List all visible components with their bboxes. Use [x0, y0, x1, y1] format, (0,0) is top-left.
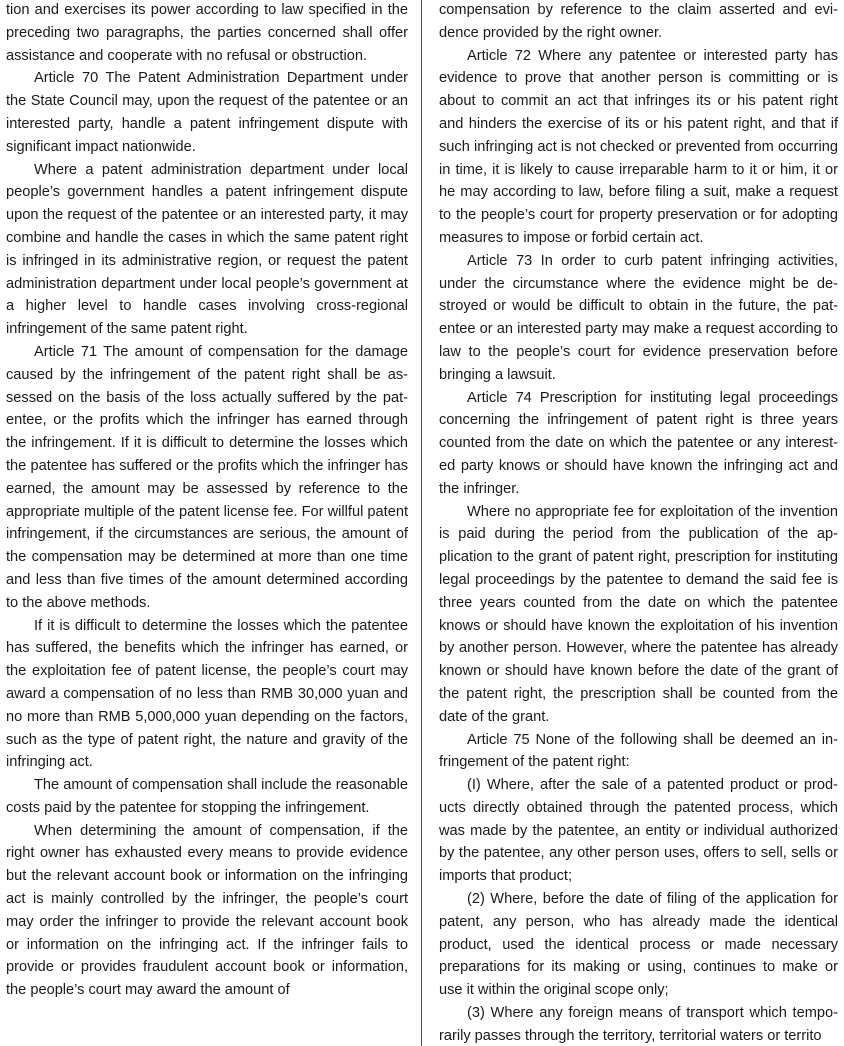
paragraph — [439, 774, 838, 888]
article-number: Article 75 — [467, 731, 530, 748]
paragraph-text: tion and exercises its power according to law specified in the preceding two paragraphs, the parties concerned shall offer assistance and cooperate with no refusal or obstruction. — [6, 2, 408, 64]
paragraph-text: compensation by reference to the claim asserted and evidence provided by the right owner. — [439, 2, 838, 41]
paragraph — [439, 1002, 838, 1046]
paragraph-text: Where any patentee or interested party has evidence to prove that another person is committing or is about to commit an act that infringes its or his patent right and hinders the exercise of its or his patent right, and that if such infringing act is not checked or prevented from occurring in time, it is likely to cause irreparable harm to it or him, it or he may according to law, before filing a suit, make a request to the people’s court for property preservation or for adopting measures to impose or forbid certain act. — [439, 47, 838, 246]
article-number: Article 72 — [467, 47, 532, 64]
paragraph-text: (2) Where, before the date of filing of the application for patent, any person, who has already made the identical product, used the identical process or made necessary preparations for its making or using, continues to make or use it within the original scope only; — [439, 891, 838, 999]
article-number: Article 74 — [467, 389, 532, 406]
paragraph — [439, 387, 838, 501]
paragraph — [439, 729, 838, 775]
paragraph-text: None of the following shall be deemed an infringement of the patent right: — [439, 731, 838, 771]
column-divider — [421, 0, 422, 1046]
paragraph — [439, 888, 838, 1002]
paragraph — [6, 0, 408, 67]
article-number: Article 71 — [34, 343, 98, 360]
paragraph-text: When determining the amount of compensation, if the right owner has exhausted every means to provide evidence but the relevant account book or information on the infringing act is mainly controlled by the infringer, the people’s court may order the infringer to provide the relevant account book or information on the infringing act. If the infringer fails to provide or provides fraudulent account book or information, the people’s court may award the amount of — [6, 822, 408, 999]
paragraph-text: Prescription for instituting legal proceedings concerning the infringement of patent right is three years counted from the date on which the patentee or any interested party knows or should have known the infringing act and the infringer. — [439, 389, 838, 497]
left-column — [6, 0, 408, 1046]
article-number: Article 70 — [34, 70, 99, 87]
paragraph — [439, 45, 838, 250]
paragraph-text: Where no appropriate fee for exploitation of the invention is paid during the period from the publication of the application to the grant of patent right, prescription for instituting legal proceedings by the patentee to demand the said fee is three years counted from the date on which the patentee knows or should have known the exploitation of his invention by another person. However, where the patentee has already known or should have known before the date of the grant of the patent right, the prescription shall be counted from the date of the grant. — [439, 503, 838, 725]
paragraph-text: In order to curb patent infringing activities, under the circumstance where the evidence might be destroyed or would be difficult to obtain in the future, the patentee or an interested party may make a request according to law to the people’s court for evidence preservation before bringing a lawsuit. — [439, 252, 838, 383]
paragraph — [439, 0, 838, 45]
paragraph-text: The Patent Administration Department under the State Council may, upon the request of the patentee or an interested party, handle a patent infringement dispute with significant impact nationwide. — [6, 70, 408, 155]
paragraph — [6, 615, 408, 775]
paragraph-text: The amount of compensation for the damage caused by the infringement of the patent right shall be assessed on the basis of the loss actually suffered by the patentee, or the profits which the infringer has earned through the infringement. If it is difficult to determine the losses which the patentee has suffered or the profits which the infringer has earned, the amount may be assessed by reference to the appropriate multiple of the patent license fee. For willful patent infringement, if the circumstances are serious, the amount of the compensation may be determined at more than one time and less than five times of the amount determined according to the above methods. — [6, 343, 408, 611]
paragraph-text: (I) Where, after the sale of a patented product or products directly obtained through the patented process, which was made by the patentee, an entity or individual authorized by the patentee, any other person uses, offers to sell, sells or imports that product; — [439, 777, 838, 885]
paragraph — [6, 774, 408, 820]
paragraph — [6, 341, 408, 615]
paragraph — [439, 250, 838, 387]
article-number: Article 73 — [467, 252, 533, 269]
paragraph-text: Where a patent administration department under local people’s government handles a patent infringement dispute upon the request of the patentee or an interested party, it may combine and handle the cases in which the same patent right is infringed in its administrative region, or request the patent administration department under local people’s government at a higher level to handle cases involving cross-regional infringement of the same patent right. — [6, 161, 408, 338]
paragraph-text: If it is difficult to determine the losses which the patentee has suffered, the benefits which the infringer has earned, or the exploitation fee of patent license, the people’s court may award a compensation of no less than RMB 30,000 yuan and no more than RMB 5,000,000 yuan depending on the factors, such as the type of patent right, the nature and gravity of the infringing act. — [6, 617, 408, 771]
paragraph — [439, 501, 838, 729]
right-column — [439, 0, 838, 1046]
paragraph — [6, 67, 408, 158]
paragraph — [6, 159, 408, 341]
paragraph — [6, 820, 408, 1002]
paragraph-text: (3) Where any foreign means of transport which temporarily passes through the territory, territorial waters or territo — [439, 1005, 838, 1044]
paragraph-text: The amount of compensation shall include the reasonable costs paid by the patentee for stopping the infringement. — [6, 777, 408, 816]
